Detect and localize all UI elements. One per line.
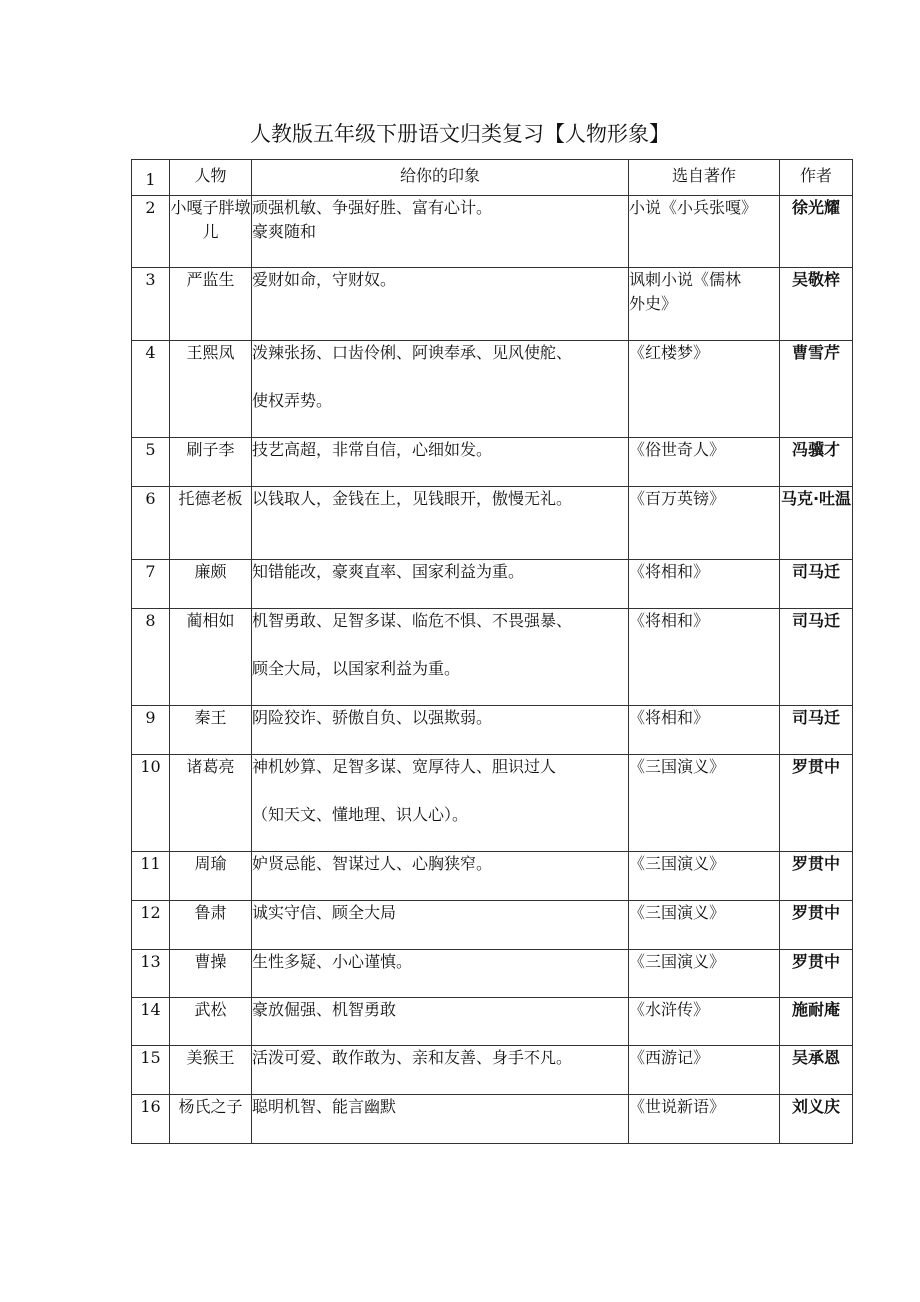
character-name: 杨氏之子 [170, 1095, 252, 1144]
table-row [132, 196, 853, 268]
row-number: 11 [132, 852, 170, 901]
table-row [132, 755, 853, 852]
impression-cell [252, 196, 629, 268]
impression-text: 神机妙算、足智多谋、宽厚待人、胆识过人 [252, 757, 557, 776]
impression-cell [252, 901, 629, 950]
source-work-cell [629, 438, 780, 487]
impression-text: 爱财如命，守财奴。 [252, 270, 397, 289]
impression-cell [252, 998, 629, 1046]
row-number: 7 [132, 560, 170, 609]
author-name: 刘义庆 [780, 1095, 853, 1144]
source-work-cell [629, 706, 780, 755]
row-number: 10 [132, 755, 170, 852]
impression-text: 豪放倔强、机智勇敢 [252, 1000, 397, 1019]
impression-text: 使权弄势。 [252, 391, 333, 410]
table-row [132, 852, 853, 901]
source-work-cell [629, 755, 780, 852]
source-work-text: 《西游记》 [629, 1048, 710, 1067]
source-work-text: 《红楼梦》 [629, 343, 710, 362]
line-spacer [252, 633, 628, 657]
character-name: 廉颇 [170, 560, 252, 609]
impression-cell [252, 706, 629, 755]
table-row [132, 487, 853, 560]
table-row [132, 609, 853, 706]
character-name: 严监生 [170, 268, 252, 341]
source-work-text: 《三国演义》 [629, 903, 726, 922]
author-name: 徐光耀 [780, 196, 853, 268]
header-number: 1 [132, 160, 170, 196]
impression-text: 知错能改，豪爽直率、国家利益为重。 [252, 562, 525, 581]
source-work-text: 《世说新语》 [629, 1097, 726, 1116]
author-name: 司马迁 [780, 609, 853, 706]
source-work-cell [629, 950, 780, 998]
impression-cell [252, 609, 629, 706]
character-name: 曹操 [170, 950, 252, 998]
impression-cell [252, 852, 629, 901]
source-work-text: 《将相和》 [629, 562, 710, 581]
character-table [131, 159, 853, 1144]
row-number: 3 [132, 268, 170, 341]
impression-cell [252, 487, 629, 560]
table-row [132, 950, 853, 998]
table-row [132, 268, 853, 341]
character-name: 武松 [170, 998, 252, 1046]
character-name: 秦王 [170, 706, 252, 755]
author-name: 吴敬梓 [780, 268, 853, 341]
table-header-row [132, 160, 853, 196]
source-work-text: 《将相和》 [629, 708, 710, 727]
source-work-cell [629, 852, 780, 901]
character-name: 周瑜 [170, 852, 252, 901]
impression-text: 活泼可爱、敢作敢为、亲和友善、身手不凡。 [252, 1048, 573, 1067]
character-name: 王熙凤 [170, 341, 252, 438]
table-row [132, 341, 853, 438]
row-number: 14 [132, 998, 170, 1046]
source-work-text: 《水浒传》 [629, 1000, 710, 1019]
impression-cell [252, 1095, 629, 1144]
author-name: 施耐庵 [780, 998, 853, 1046]
impression-text: 泼辣张扬、口齿伶俐、阿谀奉承、见风使舵、 [252, 343, 573, 362]
table-row [132, 706, 853, 755]
impression-text: 妒贤忌能、智谋过人、心胸狭窄。 [252, 854, 493, 873]
table-row [132, 1095, 853, 1144]
impression-cell [252, 341, 629, 438]
source-work-cell [629, 268, 780, 341]
row-number: 13 [132, 950, 170, 998]
impression-text: 聪明机智、能言幽默 [252, 1097, 397, 1116]
impression-text: （知天文、懂地理、识人心）。 [252, 805, 469, 824]
author-name: 罗贯中 [780, 852, 853, 901]
row-number: 16 [132, 1095, 170, 1144]
impression-text: 豪爽随和 [252, 222, 317, 241]
impression-cell [252, 1046, 629, 1095]
source-work-text: 《三国演义》 [629, 952, 726, 971]
character-name: 诸葛亮 [170, 755, 252, 852]
source-work-text: 《百万英镑》 [629, 489, 726, 508]
source-work-cell [629, 609, 780, 706]
header-work: 选自著作 [629, 160, 780, 196]
source-work-cell [629, 1046, 780, 1095]
header-author: 作者 [780, 160, 853, 196]
source-work-cell [629, 560, 780, 609]
author-name: 罗贯中 [780, 755, 853, 852]
header-impression: 给你的印象 [252, 160, 629, 196]
table-row [132, 901, 853, 950]
row-number: 12 [132, 901, 170, 950]
character-name: 蔺相如 [170, 609, 252, 706]
author-name: 曹雪芹 [780, 341, 853, 438]
row-number: 5 [132, 438, 170, 487]
header-character: 人物 [170, 160, 252, 196]
row-number: 9 [132, 706, 170, 755]
source-work-cell [629, 1095, 780, 1144]
impression-cell [252, 755, 629, 852]
character-name: 小嘎子胖墩儿 [170, 196, 252, 268]
row-number: 8 [132, 609, 170, 706]
character-name: 鲁肃 [170, 901, 252, 950]
source-work-text: 《三国演义》 [629, 854, 726, 873]
table-row [132, 1046, 853, 1095]
author-name: 罗贯中 [780, 950, 853, 998]
source-work-text: 《将相和》 [629, 611, 710, 630]
source-work-text: 外史》 [629, 294, 678, 313]
row-number: 4 [132, 341, 170, 438]
source-work-cell [629, 998, 780, 1046]
impression-text: 以钱取人，金钱在上，见钱眼开，傲慢无礼。 [252, 489, 573, 508]
author-name: 吴承恩 [780, 1046, 853, 1095]
page-title: 人教版五年级下册语文归类复习【人物形象】 [250, 122, 670, 146]
impression-cell [252, 268, 629, 341]
author-name: 司马迁 [780, 560, 853, 609]
source-work-text: 《三国演义》 [629, 757, 726, 776]
table-row [132, 560, 853, 609]
table-row [132, 438, 853, 487]
character-name: 美猴王 [170, 1046, 252, 1095]
impression-text: 顽强机敏、争强好胜、富有心计。 [252, 198, 493, 217]
character-name: 刷子李 [170, 438, 252, 487]
impression-text: 机智勇敢、足智多谋、临危不惧、不畏强暴、 [252, 611, 573, 630]
character-name: 托德老板 [170, 487, 252, 560]
impression-text: 顾全大局，以国家利益为重。 [252, 659, 461, 678]
source-work-text: 讽刺小说《儒林 [629, 270, 742, 289]
author-name: 冯骥才 [780, 438, 853, 487]
source-work-cell [629, 487, 780, 560]
source-work-cell [629, 196, 780, 268]
author-name: 司马迁 [780, 706, 853, 755]
line-spacer [252, 365, 628, 389]
row-number: 2 [132, 196, 170, 268]
row-number: 6 [132, 487, 170, 560]
source-work-cell [629, 901, 780, 950]
source-work-text: 小说《小兵张嘎》 [629, 198, 758, 217]
author-name: 罗贯中 [780, 901, 853, 950]
author-name: 马克·吐温 [780, 487, 853, 560]
impression-text: 诚实守信、顾全大局 [252, 903, 397, 922]
impression-cell [252, 438, 629, 487]
impression-text: 阴险狡诈、骄傲自负、以强欺弱。 [252, 708, 493, 727]
impression-text: 技艺高超，非常自信，心细如发。 [252, 440, 493, 459]
impression-cell [252, 950, 629, 998]
source-work-cell [629, 341, 780, 438]
table-row [132, 998, 853, 1046]
impression-text: 生性多疑、小心谨慎。 [252, 952, 413, 971]
line-spacer [252, 779, 628, 803]
impression-cell [252, 560, 629, 609]
row-number: 15 [132, 1046, 170, 1095]
source-work-text: 《俗世奇人》 [629, 440, 726, 459]
